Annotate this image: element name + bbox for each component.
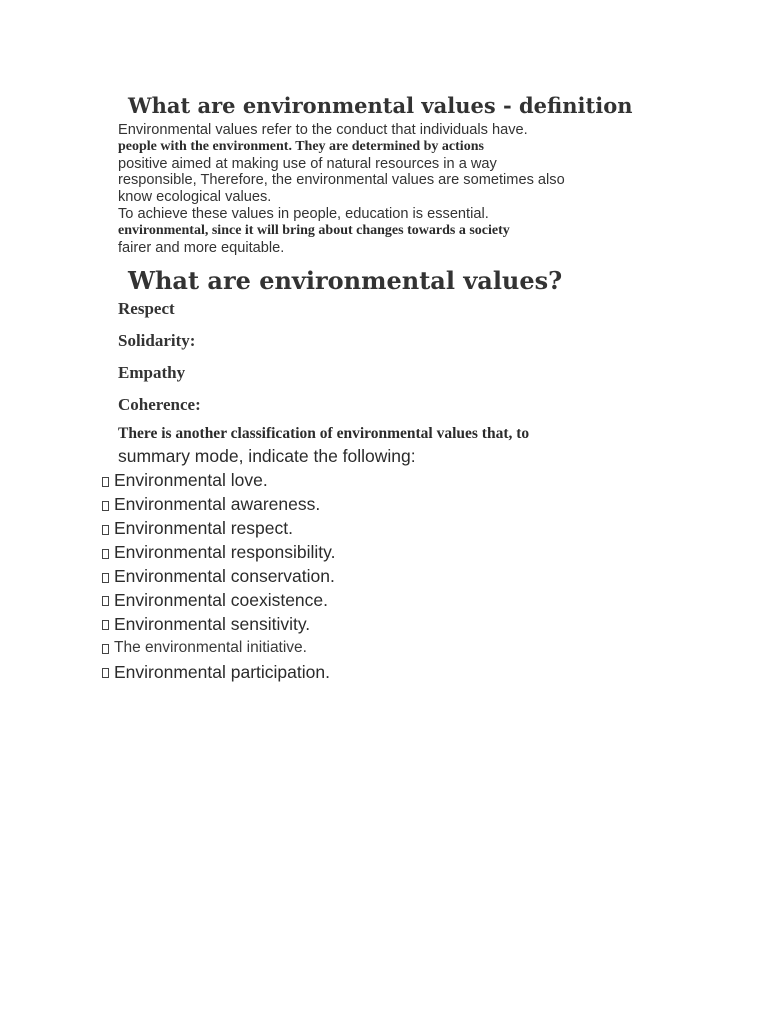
paragraph-line: responsible, Therefore, the environmental values are sometimes also <box>118 172 565 189</box>
values-heading: What are environmental values? <box>128 266 563 295</box>
bullet-box-icon <box>102 596 109 606</box>
list-item <box>100 517 335 541</box>
paragraph-line: environmental, since it will bring about changes towards a society <box>118 222 510 238</box>
value-label-solidarity: Solidarity: <box>118 331 196 350</box>
list-item-label: Environmental respect. <box>114 518 293 539</box>
value-label-respect: Respect <box>118 299 175 318</box>
paragraph-line: positive aimed at making use of natural resources in a way <box>118 155 497 172</box>
classification-intro-line: summary mode, indicate the following: <box>118 446 416 466</box>
list-item <box>100 493 335 517</box>
list-item <box>100 636 335 660</box>
bullet-box-icon <box>102 525 109 535</box>
paragraph-line: Environmental values refer to the conduct that individuals have. <box>118 122 528 138</box>
list-item <box>100 660 335 684</box>
bullet-box-icon <box>102 620 109 630</box>
value-label-empathy: Empathy <box>118 363 186 382</box>
paragraph-line: know ecological values. <box>118 189 272 206</box>
bullet-box-icon <box>102 549 109 559</box>
list-item <box>100 612 335 636</box>
list-item-label: Environmental awareness. <box>114 494 321 515</box>
paragraph-line: To achieve these values in people, education is essential. <box>118 205 489 222</box>
paragraph-line: people with the environment. They are determined by actions <box>118 138 484 154</box>
paragraph-line: fairer and more equitable. <box>118 239 285 256</box>
bullet-box-icon <box>102 501 109 511</box>
list-item <box>100 588 335 612</box>
value-label-coherence: Coherence: <box>118 395 201 414</box>
definition-paragraph <box>118 122 618 256</box>
list-item <box>100 541 335 565</box>
bullet-box-icon <box>102 644 109 654</box>
definition-heading: What are environmental values - definition <box>128 93 633 118</box>
bullet-box-icon <box>102 668 109 678</box>
list-item-label: Environmental participation. <box>114 661 330 682</box>
classification-intro-line: There is another classification of environmental values that, to <box>118 425 530 442</box>
list-item-label: The environmental initiative. <box>114 639 307 657</box>
list-item-label: Environmental love. <box>114 470 268 491</box>
environmental-values-list <box>100 469 335 684</box>
list-item-label: Environmental sensitivity. <box>114 613 311 634</box>
list-item <box>100 469 335 493</box>
list-item-label: Environmental coexistence. <box>114 589 328 610</box>
bullet-box-icon <box>102 477 109 487</box>
list-item-label: Environmental conservation. <box>114 566 335 586</box>
list-item <box>100 565 335 589</box>
list-item-label: Environmental responsibility. <box>114 542 336 563</box>
bullet-box-icon <box>102 573 109 583</box>
